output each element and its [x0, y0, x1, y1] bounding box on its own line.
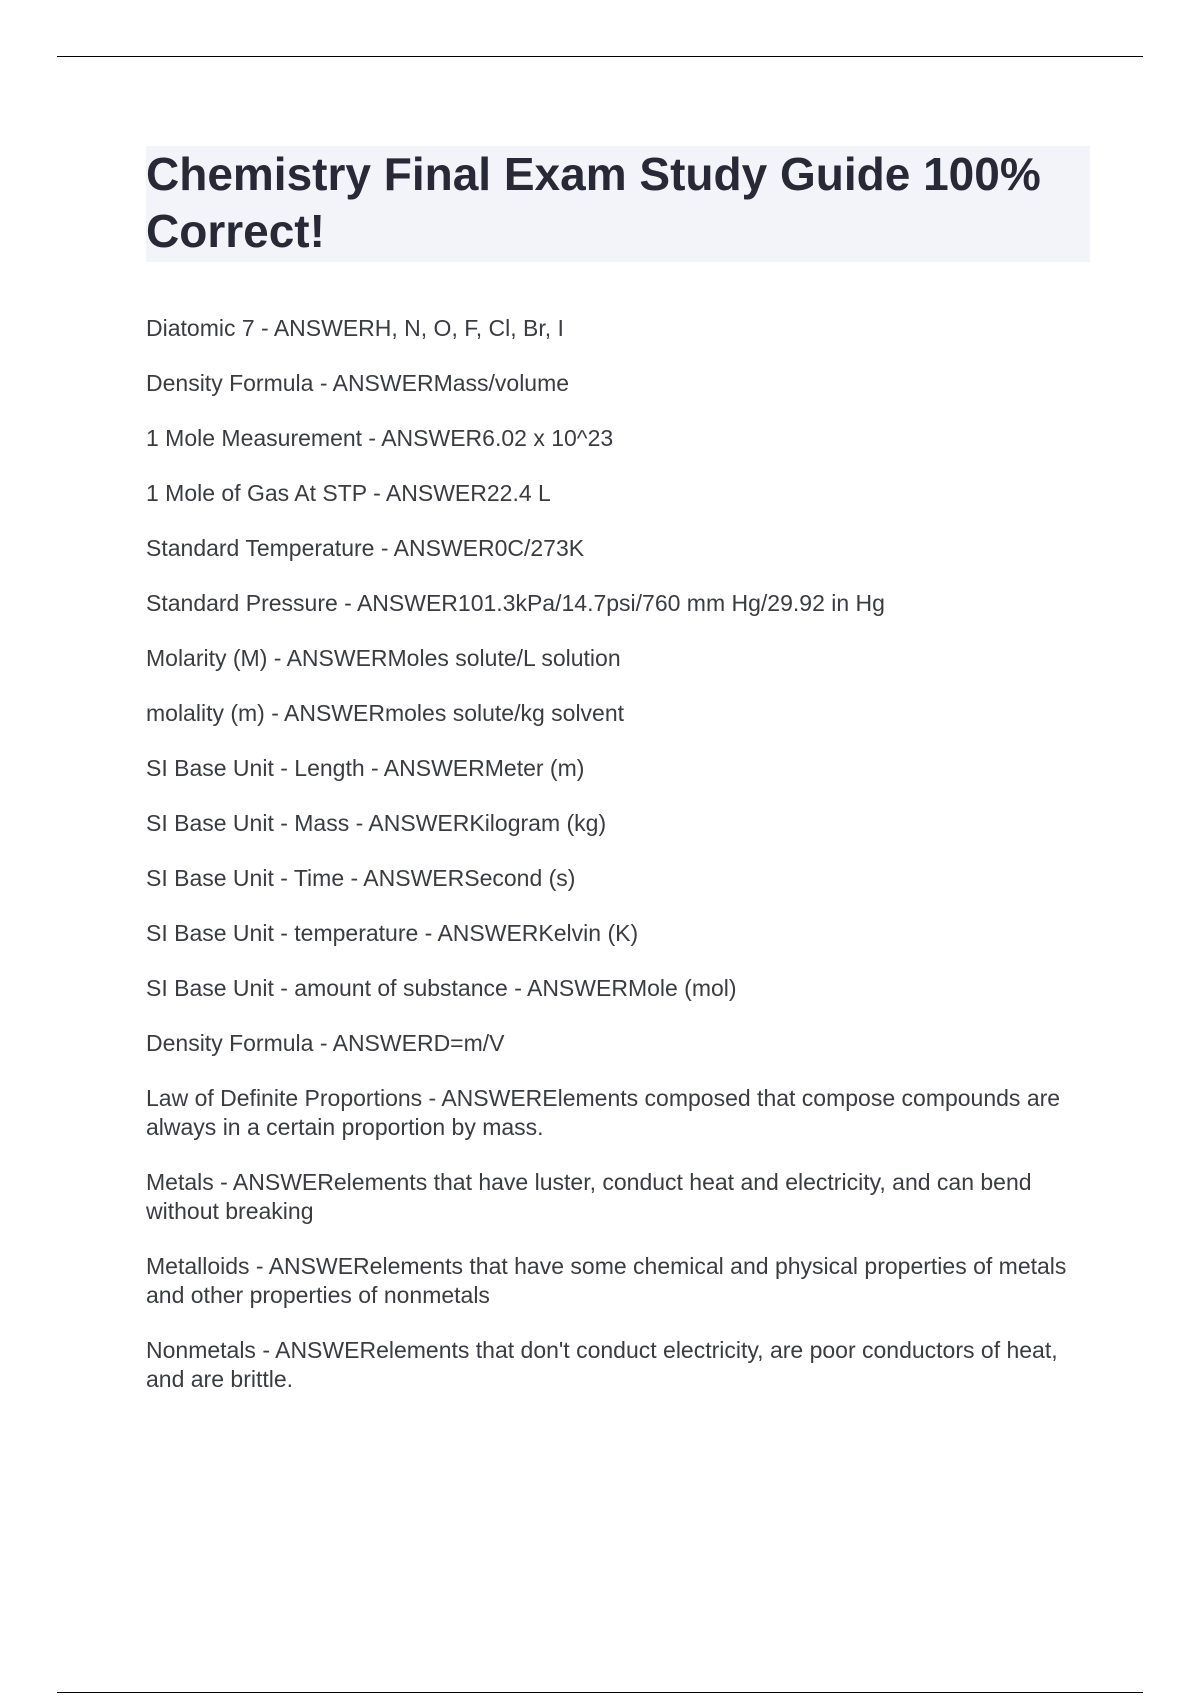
entry-term: 1 Mole of Gas At STP: [146, 480, 367, 506]
entry-term: 1 Mole Measurement: [146, 425, 363, 451]
entry-separator: -: [422, 1085, 442, 1111]
entry-answer: moles solute/kg solvent: [384, 700, 625, 726]
qa-entry: [146, 809, 1090, 838]
entry-term: Standard Temperature: [146, 535, 375, 561]
entry-separator: -: [362, 425, 382, 451]
entry-answer: Moles solute/L solution: [387, 645, 621, 671]
answer-label: ANSWER: [383, 755, 485, 781]
entry-separator: -: [267, 645, 287, 671]
entry-term: SI Base Unit - amount of substance: [146, 975, 508, 1001]
entry-term: Density Formula: [146, 370, 314, 396]
answer-label: ANSWER: [356, 590, 458, 616]
entry-term: Metalloids: [146, 1253, 250, 1279]
entry-separator: -: [313, 370, 333, 396]
qa-entry: [146, 754, 1090, 783]
title-highlight: [146, 146, 1090, 262]
entry-answer: D=m/V: [433, 1030, 505, 1056]
answer-label: ANSWER: [332, 370, 434, 396]
entry-separator: -: [249, 1253, 269, 1279]
bottom-divider: [57, 1692, 1143, 1693]
entry-separator: -: [254, 315, 274, 341]
answer-label: ANSWER: [363, 865, 465, 891]
answer-label: ANSWER: [437, 920, 539, 946]
answer-label: ANSWER: [381, 425, 483, 451]
entry-separator: -: [349, 810, 369, 836]
entry-answer: 22.4 L: [486, 480, 551, 506]
qa-entry: [146, 974, 1090, 1003]
qa-entry: [146, 1168, 1090, 1226]
entry-separator: -: [213, 1169, 233, 1195]
answer-label: ANSWER: [284, 700, 385, 726]
entry-separator: -: [337, 590, 357, 616]
entry-term: Metals: [146, 1169, 214, 1195]
entry-term: Molarity (M): [146, 645, 268, 671]
entry-answer: Elements composed that compose compounds are always in a certain proportion by mass.: [146, 1085, 1061, 1140]
qa-entry: [146, 314, 1090, 343]
entry-answer: Second (s): [464, 865, 576, 891]
qa-entry: [146, 1029, 1090, 1058]
answer-label: ANSWER: [368, 810, 470, 836]
entry-term: Diatomic 7: [146, 315, 255, 341]
answer-label: ANSWER: [273, 315, 375, 341]
entry-separator: -: [255, 1337, 276, 1363]
entry-answer: Mole (mol): [627, 975, 737, 1001]
entry-term: Standard Pressure: [146, 590, 338, 616]
entry-term: SI Base Unit - Length: [146, 755, 365, 781]
answer-label: ANSWER: [393, 535, 495, 561]
entry-separator: -: [344, 865, 364, 891]
qa-entry: [146, 369, 1090, 398]
qa-entry: [146, 1336, 1090, 1394]
entry-answer: Kelvin (K): [538, 920, 639, 946]
entry-answer: Kilogram (kg): [469, 810, 607, 836]
entry-term: SI Base Unit - temperature: [146, 920, 419, 946]
entry-answer: Meter (m): [484, 755, 585, 781]
answer-label: ANSWER: [232, 1169, 334, 1195]
qa-entry: [146, 589, 1090, 618]
entry-term: Law of Definite Proportions: [146, 1085, 423, 1111]
answer-label: ANSWER: [526, 975, 628, 1001]
entry-term: SI Base Unit - Time: [146, 865, 345, 891]
entry-answer: elements that have some chemical and physical properties of metals and other properties of nonmetals: [146, 1253, 1067, 1308]
entry-separator: -: [264, 700, 285, 726]
qa-entry: [146, 479, 1090, 508]
entry-separator: -: [507, 975, 527, 1001]
answer-label: ANSWER: [268, 1253, 370, 1279]
qa-entry: [146, 1084, 1090, 1142]
entry-answer: 101.3kPa/14.7psi/760 mm Hg/29.92 in Hg: [457, 590, 885, 616]
answer-label: ANSWER: [286, 645, 388, 671]
qa-entry: [146, 919, 1090, 948]
answer-label: ANSWER: [332, 1030, 434, 1056]
answer-label: ANSWER: [275, 1337, 377, 1363]
answer-label: ANSWER: [385, 480, 487, 506]
qa-entry: [146, 644, 1090, 673]
qa-entry: [146, 864, 1090, 893]
entry-separator: -: [366, 480, 386, 506]
entry-separator: -: [374, 535, 394, 561]
answer-label: ANSWER: [441, 1085, 543, 1111]
qa-entry: [146, 1252, 1090, 1310]
qa-entry: [146, 534, 1090, 563]
entry-answer: elements that don't conduct electricity, are poor conductors of heat, and are brittle.: [146, 1337, 1058, 1392]
entry-answer: Mass/volume: [433, 370, 570, 396]
entry-separator: -: [313, 1030, 333, 1056]
entry-term: SI Base Unit - Mass: [146, 810, 350, 836]
entry-separator: -: [364, 755, 384, 781]
top-divider: [57, 56, 1143, 57]
page-title: Chemistry Final Exam Study Guide 100% Correct!: [146, 148, 1041, 257]
entry-term: Nonmetals: [146, 1337, 256, 1363]
qa-list: [146, 314, 1090, 1394]
entry-answer: elements that have luster, conduct heat and electricity, and can bend without breaking: [146, 1169, 1032, 1224]
entry-answer: 6.02 x 10^23: [482, 425, 614, 451]
qa-entry: [146, 699, 1090, 728]
qa-entry: [146, 424, 1090, 453]
entry-term: molality (m): [146, 700, 265, 726]
entry-answer: H, N, O, F, Cl, Br, I: [374, 315, 564, 341]
entry-answer: 0C/273K: [494, 535, 585, 561]
document-body: [146, 146, 1090, 1420]
entry-separator: -: [418, 920, 438, 946]
entry-term: Density Formula: [146, 1030, 314, 1056]
